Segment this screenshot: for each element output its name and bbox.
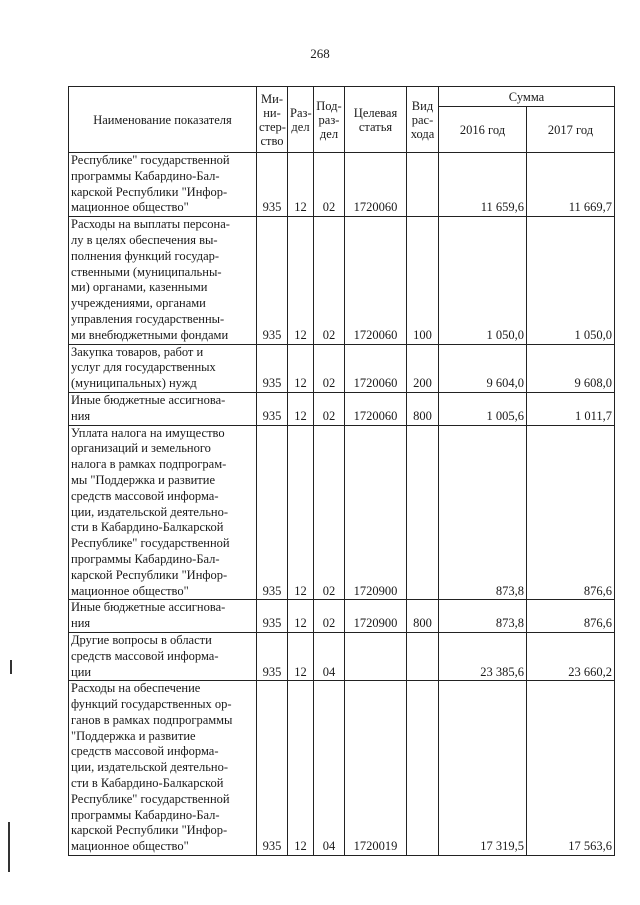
cell-name: Уплата налога на имущество организаций и земельного налога в рамках подпрограм- мы "Поддержка и развитие средств массовой информа- ции, издательской деятельно- сти в Кабардино-Балкарской Республике" государственной программы Кабардино-Бал- карской Республики "Инфор- мационное общество" (69, 425, 257, 600)
margin-mark (10, 660, 12, 674)
cell-razdel: 12 (288, 600, 314, 633)
cell-podrazdel: 04 (314, 681, 345, 856)
cell-vid (407, 681, 439, 856)
cell-ministry: 935 (257, 217, 288, 344)
cell-podrazdel: 04 (314, 632, 345, 680)
cell-vid (407, 425, 439, 600)
table-row (69, 600, 615, 633)
table-row (69, 632, 615, 680)
cell-razdel: 12 (288, 425, 314, 600)
cell-target: 1720060 (345, 344, 407, 392)
header-summa: Сумма (439, 87, 615, 107)
cell-2017: 17 563,6 (527, 681, 615, 856)
cell-razdel: 12 (288, 392, 314, 425)
header-name: Наименование показателя (69, 87, 257, 153)
cell-razdel: 12 (288, 681, 314, 856)
table-row (69, 425, 615, 600)
cell-podrazdel: 02 (314, 217, 345, 344)
cell-2016: 1 005,6 (439, 392, 527, 425)
cell-vid (407, 632, 439, 680)
cell-2016: 11 659,6 (439, 153, 527, 217)
cell-2016: 23 385,6 (439, 632, 527, 680)
cell-name: Иные бюджетные ассигнова- ния (69, 600, 257, 633)
cell-vid: 200 (407, 344, 439, 392)
cell-ministry: 935 (257, 600, 288, 633)
header-podrazdel: Под- раз- дел (314, 87, 345, 153)
header-target: Целевая статья (345, 87, 407, 153)
cell-2017: 23 660,2 (527, 632, 615, 680)
cell-target: 1720060 (345, 217, 407, 344)
cell-podrazdel: 02 (314, 153, 345, 217)
cell-podrazdel: 02 (314, 392, 345, 425)
cell-vid (407, 153, 439, 217)
cell-target: 1720060 (345, 392, 407, 425)
cell-ministry: 935 (257, 425, 288, 600)
cell-ministry: 935 (257, 632, 288, 680)
table-row (69, 392, 615, 425)
page-number: 268 (310, 46, 330, 61)
cell-podrazdel: 02 (314, 425, 345, 600)
table-row (69, 681, 615, 856)
cell-2017: 1 050,0 (527, 217, 615, 344)
cell-ministry: 935 (257, 392, 288, 425)
cell-ministry: 935 (257, 681, 288, 856)
cell-podrazdel: 02 (314, 600, 345, 633)
cell-name: Другие вопросы в области средств массовой информа- ции (69, 632, 257, 680)
header-vid: Вид рас- хода (407, 87, 439, 153)
header-razdel: Раз- дел (288, 87, 314, 153)
table-body (69, 153, 615, 856)
header-ministry: Ми- ни- стер- ство (257, 87, 288, 153)
cell-name: Расходы на выплаты персона- лу в целях обеспечения вы- полнения функций государ- ственными (муниципальны- ми) органами, казенными учреждениями, органами управления государственны- ми внебюджетными фондами (69, 217, 257, 344)
cell-2017: 876,6 (527, 425, 615, 600)
budget-table (68, 86, 615, 856)
cell-name: Иные бюджетные ассигнова- ния (69, 392, 257, 425)
cell-2017: 11 669,7 (527, 153, 615, 217)
cell-razdel: 12 (288, 344, 314, 392)
cell-podrazdel: 02 (314, 344, 345, 392)
cell-target: 1720900 (345, 425, 407, 600)
cell-ministry: 935 (257, 153, 288, 217)
cell-name: Расходы на обеспечение функций государственных ор- ганов в рамках подпрограммы "Поддержка и развитие средств массовой информа- ции, издательской деятельно- сти в Кабардино-Балкарской Республике" государственной программы Кабардино-Бал- карской Республики "Инфор- мационное общество" (69, 681, 257, 856)
cell-2016: 873,8 (439, 600, 527, 633)
cell-vid: 800 (407, 392, 439, 425)
cell-2016: 873,8 (439, 425, 527, 600)
table-row (69, 153, 615, 217)
header-year-2017: 2017 год (527, 107, 615, 153)
cell-razdel: 12 (288, 632, 314, 680)
cell-target: 1720900 (345, 600, 407, 633)
margin-mark (8, 822, 10, 872)
cell-2016: 9 604,0 (439, 344, 527, 392)
cell-vid: 800 (407, 600, 439, 633)
cell-ministry: 935 (257, 344, 288, 392)
cell-razdel: 12 (288, 153, 314, 217)
cell-2016: 17 319,5 (439, 681, 527, 856)
cell-name: Закупка товаров, работ и услуг для государственных (муниципальных) нужд (69, 344, 257, 392)
cell-2016: 1 050,0 (439, 217, 527, 344)
table-row (69, 344, 615, 392)
cell-2017: 9 608,0 (527, 344, 615, 392)
cell-name: Республике" государственной программы Кабардино-Бал- карской Республики "Инфор- мационное общество" (69, 153, 257, 217)
header-year-2016: 2016 год (439, 107, 527, 153)
cell-razdel: 12 (288, 217, 314, 344)
cell-target: 1720060 (345, 153, 407, 217)
cell-vid: 100 (407, 217, 439, 344)
cell-target: 1720019 (345, 681, 407, 856)
cell-target (345, 632, 407, 680)
table-row (69, 217, 615, 344)
cell-2017: 876,6 (527, 600, 615, 633)
cell-2017: 1 011,7 (527, 392, 615, 425)
